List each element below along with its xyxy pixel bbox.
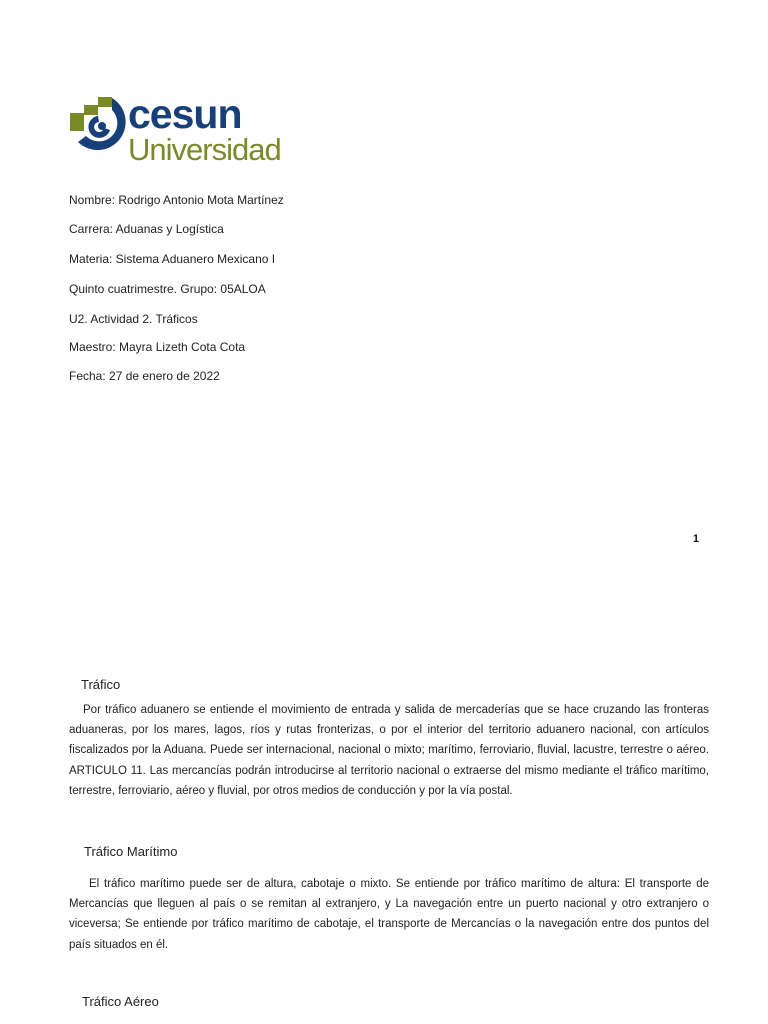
page-number: 1 xyxy=(692,533,699,545)
teacher: Maestro: Mayra Lizeth Cota Cota xyxy=(69,340,246,354)
term-group: Quinto cuatrimestre. Grupo: 05ALOA xyxy=(69,282,266,296)
subject: Materia: Sistema Aduanero Mexicano I xyxy=(69,252,276,266)
logo-wordmark-cesun: cesun xyxy=(128,92,242,137)
career: Carrera: Aduanas y Logística xyxy=(69,222,224,236)
section-heading-trafico: Tráfico xyxy=(81,677,121,692)
paragraph-trafico xyxy=(69,700,709,801)
paragraph-trafico-maritimo xyxy=(69,874,709,955)
section-heading-trafico-maritimo: Tráfico Marítimo xyxy=(84,844,178,859)
student-name: Nombre: Rodrigo Antonio Mota Martínez xyxy=(69,193,284,207)
activity: U2. Actividad 2. Tráficos xyxy=(69,312,198,326)
cesun-universidad-logo xyxy=(68,92,294,164)
date: Fecha: 27 de enero de 2022 xyxy=(69,369,220,383)
section-heading-trafico-aereo: Tráfico Aéreo xyxy=(82,994,159,1009)
logo-wordmark-universidad: Universidad xyxy=(128,132,281,164)
paragraph-trafico-maritimo-text: El tráfico marítimo puede ser de altura, cabotaje o mixto. Se entiende por tráfico marítimo de altura: El transporte de Mercancías que lleguen al país o se remitan al extranjero, y La navegación entre un puerto nacional y otro extranjero o viceversa; Se entiende por tráfico marítimo de cabotaje, el transporte de Mercancías o la navegación entre dos puntos del país situados en él. xyxy=(69,878,709,951)
paragraph-trafico-text: Por tráfico aduanero se entiende el movimiento de entrada y salida de mercaderías que se hace cruzando las fronteras aduaneras, por los mares, lagos, ríos y rutas fronterizas, o por el interior del territorio aduanero nacional, con artículos fiscalizados por la Aduana. Puede ser internacional, nacional o mixto; marítimo, ferroviario, fluvial, lacustre, terrestre o aéreo. ARTICULO 11. Las mercancías podrán introducirse al territorio nacional o extraerse del mismo mediante el tráfico marítimo, terrestre, ferroviario, aéreo y fluvial, por otros medios de conducción y por la vía postal. xyxy=(69,704,709,797)
